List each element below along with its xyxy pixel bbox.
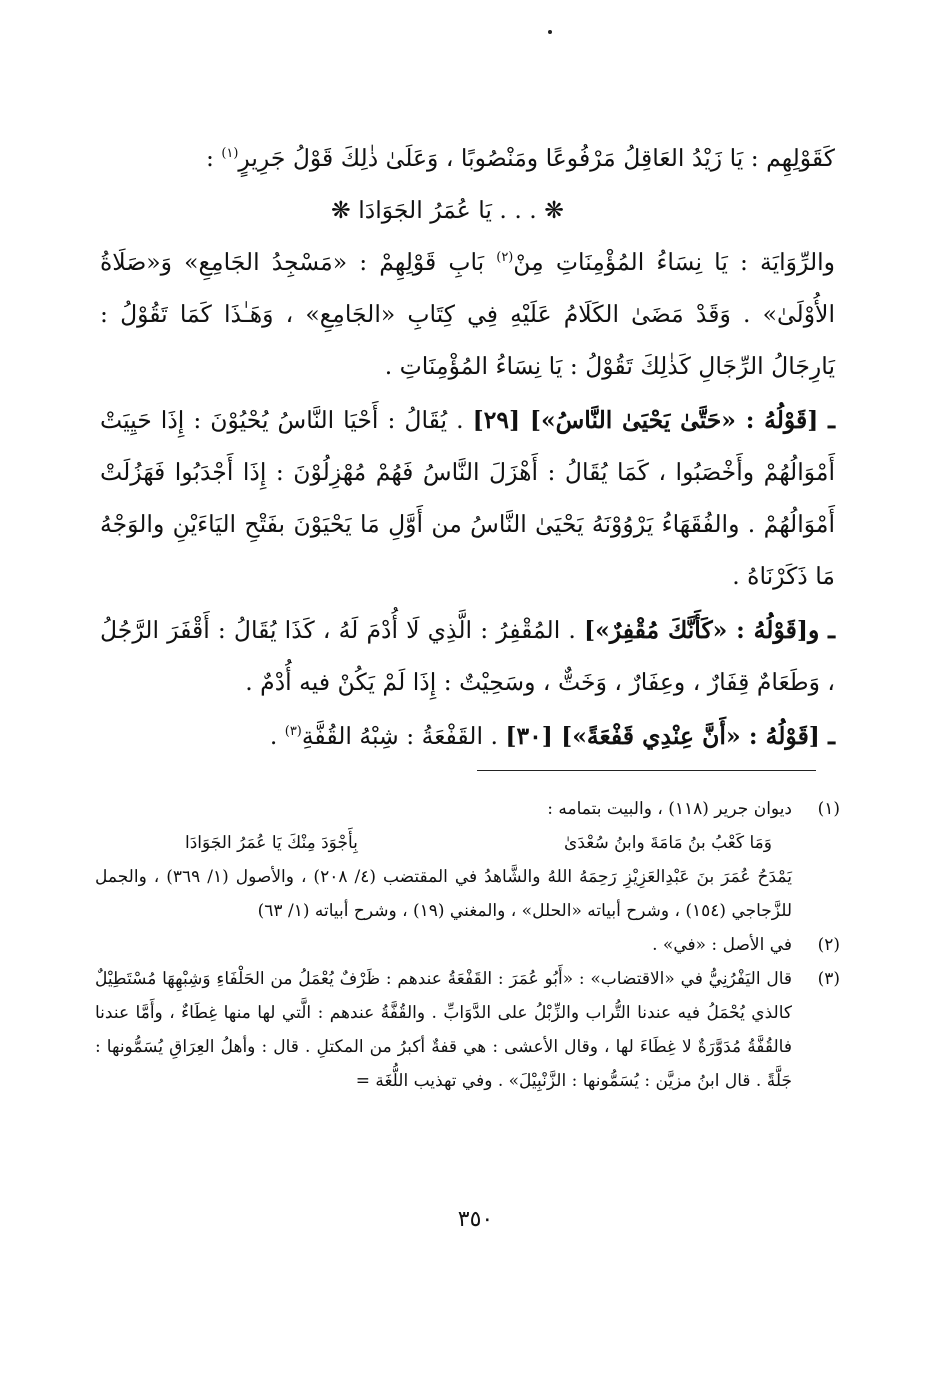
entry-muqfir bbox=[100, 604, 835, 708]
footnote-body bbox=[95, 928, 792, 962]
footnote-text: قال اليَفْرُنِيُّ في «الاقتضاب» : «أَبُو عُمَرَ : القَفْعَةُ عندهم : ظَرْفٌ يُعْمَلُ من الحَلْفَاءِ وَشِبْهِهَا مُسْتَطِيْلٌ كالذي يُحْمَلُ فيه عندنا التُّراب والزِّبْلُ على الدَّوَابِّ . والقُفَّةُ عندهم : الَّتي لها منها غِطَاءٌ ، وأَمَّا عندنا فالقُفَّةُ مُدَوَّرَةٌ لا غِطَاءَ لها ، وقال الأعشى : هي قفةٌ أكبرُ من المكتلِ . قال : وأهلُ العِرَاقِ يُسَمُّونها : جَلَّةً . قال ابنُ مزيَّن : يُسَمُّونها : الزَّنْبِيْلَ» . وفي تهذيب اللُّغَة = bbox=[95, 969, 792, 1091]
entry-30-heading: ـ [قَوْلُهُ : «أَنَّ عِنْدِي قَفْعَةً»] [٣٠] bbox=[505, 722, 835, 750]
top-dot-mark bbox=[548, 30, 552, 34]
footnote-number: (٣) bbox=[817, 969, 840, 989]
verse-second-hemistich: بِأَجْوَدَ مِنْكَ يَا عُمَرُ الجَوَادَا bbox=[185, 833, 358, 853]
entry-29-text: . يُقَالُ : أَحْيَا النَّاسُ يُحْيُوْنَ : إِذَا حَيِيَتْ أَمْوَالُهُمْ وأَخْصَبُوا ، كَمَا يُقَالُ : أَهْزَلَ النَّاسُ فَهُمْ مُهْزِلُوْنَ : إِذَا أَجْدَبُوا فَهَزُلَتْ أَمْوَالُهُمْ . والفُقَهَاءُ يَرْوُوْنَهُ يَحْيَىٰ النَّاسُ من أَوَّلِ مَا يَحْيَوْنَ بفَتْحِ اليَاءَيْنِ والوَجْهُ مَا ذَكَرْنَاهُ . bbox=[100, 406, 835, 590]
footnote-number: (٢) bbox=[817, 935, 840, 955]
verse-line: ❋ . . . يَا عُمَرُ الجَوَادَا ❋ bbox=[331, 196, 564, 224]
entry-29-heading: ـ [قَوْلُهُ : «حَتَّىٰ يَحْيَىٰ النَّاسُ»] [٢٩] bbox=[472, 406, 836, 434]
footnote-1 bbox=[95, 792, 840, 928]
footnote-number: (١) bbox=[817, 799, 840, 819]
footnotes-section bbox=[95, 792, 840, 1098]
paragraph-1: كَقَوْلِهِم : يَا زَيْدُ العَاقِلُ مَرْفُوعًا ومَنْصُوبًا ، وَعَلَىٰ ذٰلِكَ قَوْلُ جَرِيرٍ$^{(١)}$ : bbox=[205, 144, 835, 172]
footnote-3 bbox=[95, 962, 840, 1098]
footnote-2 bbox=[95, 928, 840, 962]
page-number: ٣٥٠ bbox=[457, 1207, 494, 1232]
footnote-ref-2[interactable]: (٢) bbox=[496, 250, 514, 266]
footnote-text: في الأصل : «في» . bbox=[652, 935, 792, 955]
footnote-body bbox=[95, 792, 792, 928]
verse-first-hemistich: وَمَا كَعْبُ بنُ مَامَةَ وابنُ سُعْدَىٰ bbox=[564, 833, 772, 853]
entry-29 bbox=[100, 394, 835, 602]
footnote-verse bbox=[95, 826, 792, 860]
entry-30-text: . القَفْعَةُ : شِبْهُ القُفَّةِ bbox=[301, 722, 506, 750]
footnote-text: ديوان جرير (١١٨) ، والبيت بتمامه : bbox=[547, 799, 792, 819]
entry-muqfir-text: . المُقْفِرُ : الَّذِي لَا أُدْمَ لَهُ ، كَذَا يُقَالُ : أَقْفَرَ الرَّجُلُ ، وَطَعَامٌ قِفَارٌ ، وعِفَارٌ ، وَخَتٌّ ، وسَحِيْتٌ : إِذَا لَمْ يَكُنْ فيه أُدْمٌ . bbox=[100, 616, 835, 696]
entry-30: ـ [قَوْلُهُ : «أَنَّ عِنْدِي قَفْعَةً»] [٣٠] . القَفْعَةُ : شِبْهُ القُفَّةِ$^{(٣)}$ . bbox=[269, 722, 835, 750]
footnote-text-continued: يَمْدَحُ عُمَرَ بنَ عَبْدِالعَزِيْزِ رَحِمَهُ اللهُ والشَّاهدُ في المقتضب (٤/ ٢٠٨) ، والأصول (١/ ٣٦٩) ، والجمل للزَّجاجي (١٥٤) ، وشرح أبياته «الحلل» ، والمغني (١٩) ، وشرح أبياته (١/ ٦٣) bbox=[95, 867, 792, 921]
footnote-ref-1[interactable]: (١) bbox=[221, 146, 239, 162]
footnote-separator bbox=[477, 770, 816, 771]
footnote-ref-3[interactable]: (٣) bbox=[284, 724, 302, 740]
footnote-body bbox=[95, 962, 792, 1098]
entry-muqfir-heading: ـ و[قَوْلُهُ : «كَأَنَّكَ مُقْفِرٌ»] bbox=[583, 616, 836, 644]
paragraph-2: والرِّوَايَة : يَا نِسَاءُ المُؤْمِنَاتِ مِنْ$^{(٢)}$ بَابِ قَوْلِهِمْ : «مَسْجِدُ الجَامِعِ» وَ«صَلَاةُ الأُوْلَىٰ» . وَقَدْ مَضَىٰ الكَلَامُ عَلَيْهِ فِي كِتَابِ «الجَامِعِ» ، وَهَـٰذَا كَمَا تَقُوْلُ : يَارِجَالُ الرِّجَالِ كَذٰلِكَ تَقُوْلُ : يَا نِسَاءُ المُؤْمِنَاتِ . bbox=[100, 248, 835, 380]
main-text-body bbox=[100, 132, 835, 762]
